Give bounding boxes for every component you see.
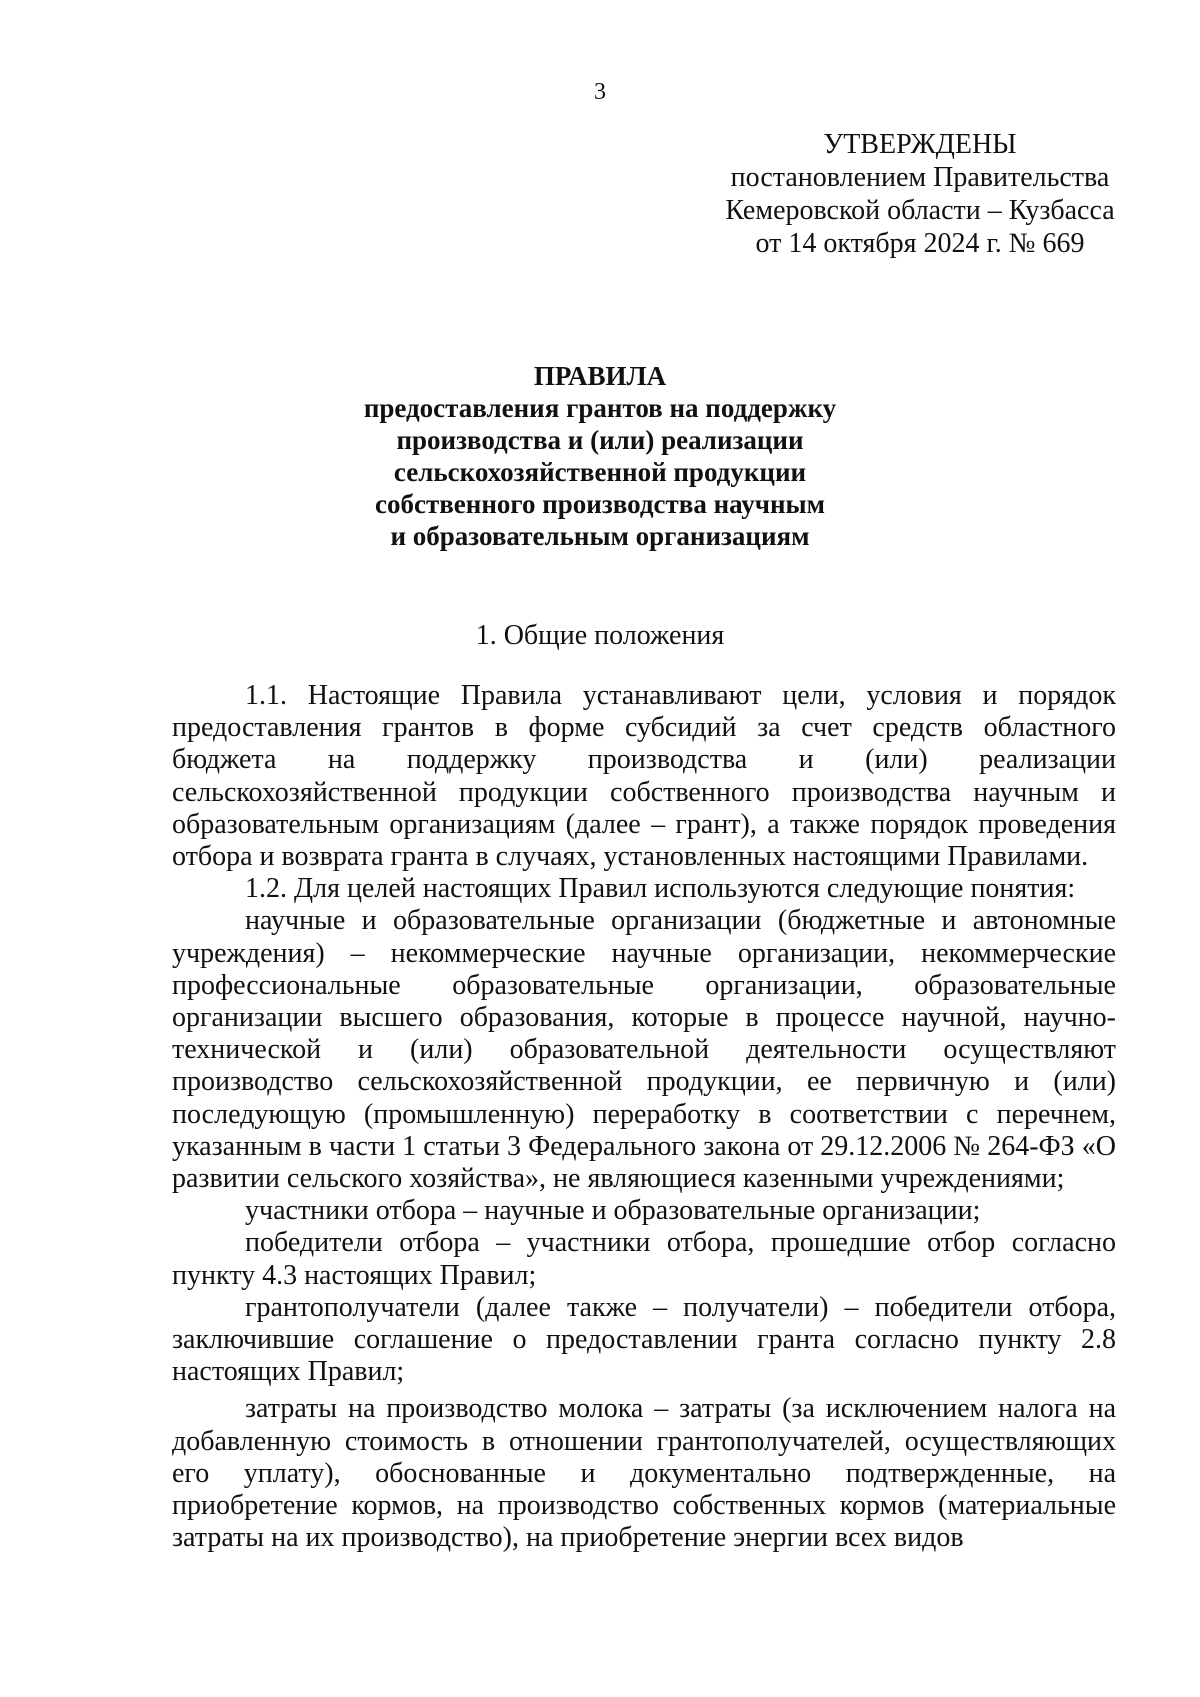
approval-line: Кемеровской области – Кузбасса (725, 195, 1115, 226)
page-number: 3 (594, 79, 606, 105)
definition-paragraph: грантополучатели (далее также – получатели) – победители отбора, заключившие соглашение о предоставлении гранта согласно пункту 2.8 настоящих Правил; (172, 1291, 1116, 1388)
approval-date-number: от 14 октября 2024 г. № 669 (755, 228, 1085, 259)
title-line: предоставления грантов на поддержку (363, 393, 837, 423)
title-line: и образовательным организациям (390, 521, 810, 551)
approval-stamp (700, 128, 1140, 260)
title-line: собственного производства научным (374, 489, 826, 519)
title-line: сельскохозяйственной продукции (393, 457, 807, 487)
definition-paragraph: участники отбора – научные и образовательные организации; (245, 1195, 981, 1227)
document-body (172, 680, 1116, 1554)
definition-paragraph: научные и образовательные организации (бюджетные и автономные учреждения) – некоммерческие научные организации, некоммерческие профессиональные образовательные организации, образовательные организации высшего образования, которые в процессе научной, научно-технической и (или) образовательной деятельности осуществляют производство сельскохозяйственной продукции, ее первичную и (или) последующую (промышленную) переработку в соответствии с перечнем, указанным в части 1 статьи 3 Федерального закона от 29.12.2006 № 264-ФЗ «О развитии сельского хозяйства», не являющиеся казенными учреждениями; (172, 905, 1116, 1195)
title-main: ПРАВИЛА (533, 361, 667, 391)
paragraph-1-2: 1.2. Для целей настоящих Правил используются следующие понятия: (245, 873, 1076, 905)
paragraph-1-1: 1.1. Настоящие Правила устанавливают цели, условия и порядок предоставления грантов в форме субсидий за счет средств областного бюджета на поддержку производства и (или) реализации сельскохозяйственной продукции собственного производства научным и образовательным организациям (далее – грант), а также порядок проведения отбора и возврата гранта в случаях, установленных настоящими Правилами. (172, 680, 1116, 873)
title-line: производства и (или) реализации (396, 425, 804, 455)
definition-paragraph: победители отбора – участники отбора, прошедшие отбор согласно пункту 4.3 настоящих Правил; (172, 1227, 1116, 1291)
document-title (300, 360, 900, 552)
approval-line: постановлением Правительства (730, 162, 1110, 193)
approval-heading: УТВЕРЖДЕНЫ (823, 129, 1017, 160)
section-heading: 1. Общие положения (475, 620, 725, 651)
definition-paragraph: затраты на производство молока – затраты (за исключением налога на добавленную стоимость в отношении грантополучателей, осуществляющих его уплату), обоснованные и документально подтвержденные, на приобретение кормов, на производство собственных кормов (материальные затраты на их производство), на приобретение энергии всех видов (172, 1393, 1116, 1554)
